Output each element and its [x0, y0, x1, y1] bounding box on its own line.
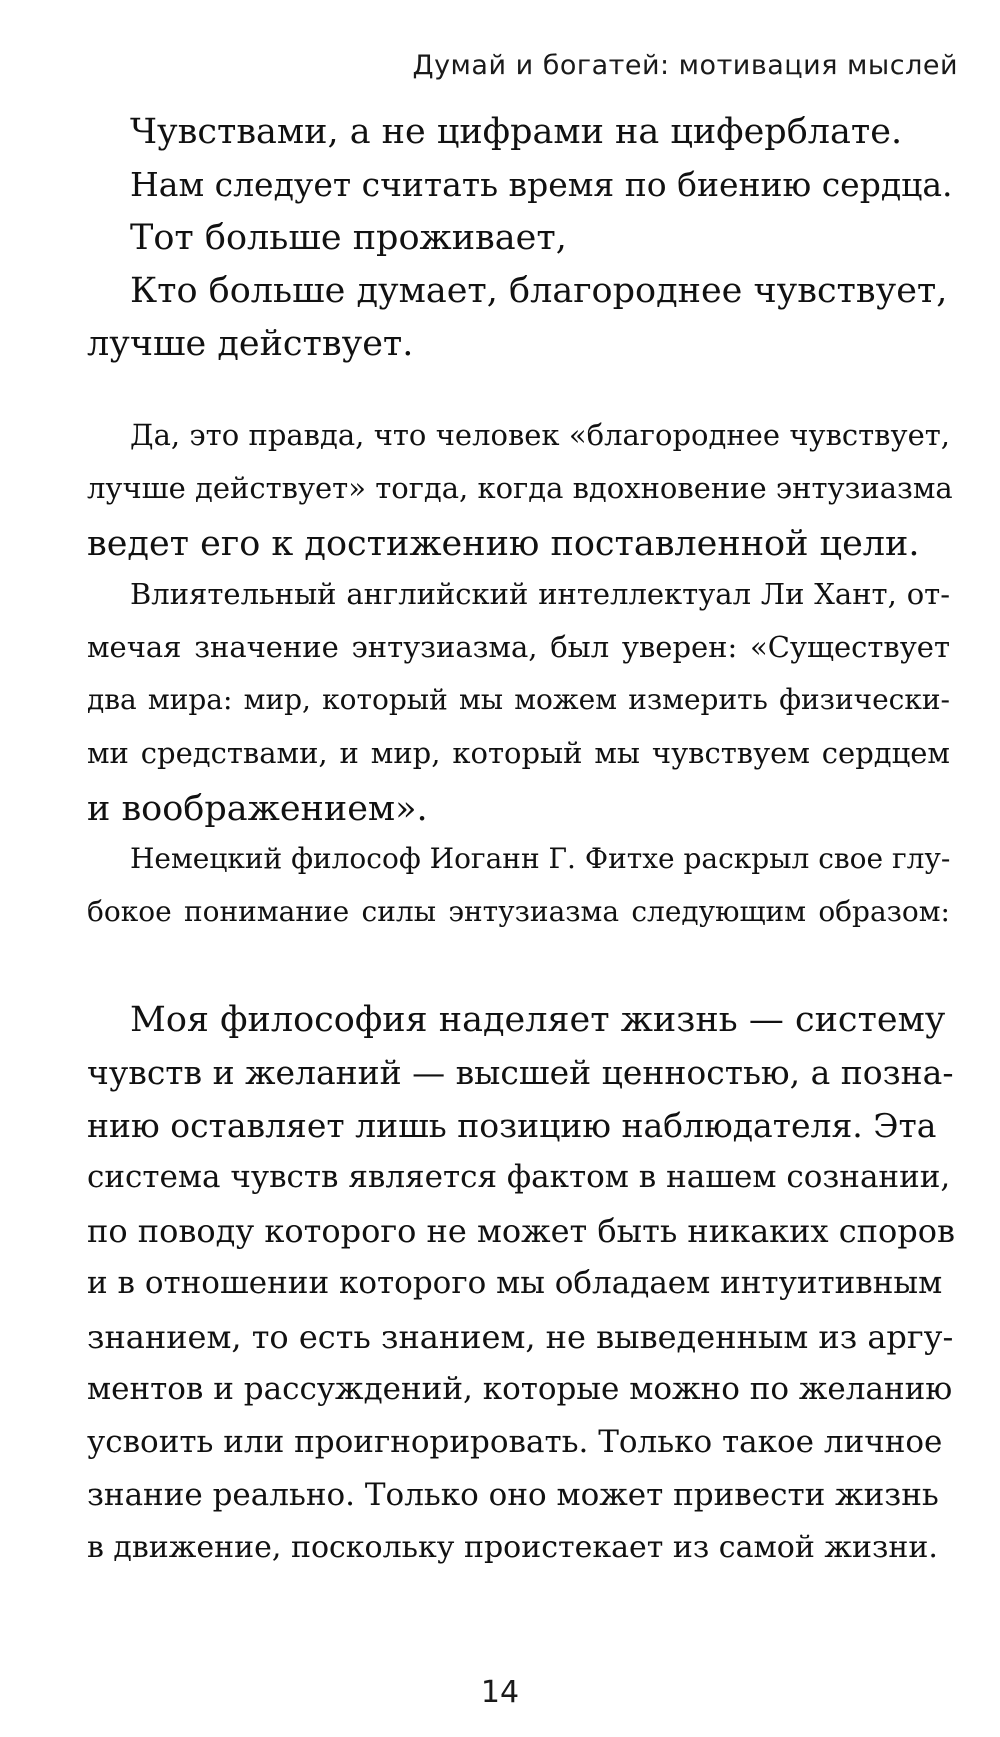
quote-line: усвоить или проигнорировать. Только такое личное: [87, 1424, 943, 1460]
quote-line: знанием, то есть знанием, не выведенным из аргу-: [87, 1318, 954, 1356]
quote-line: знание реально. Только оно может привести жизнь: [87, 1477, 939, 1513]
page-number: 14: [480, 1675, 520, 1710]
quote-line: и в отношении которого мы обладаем интуитивным: [87, 1265, 943, 1301]
poem-line: Чувствами, а не цифрами на циферблате.: [130, 112, 903, 152]
paragraph-line: бокое понимание силы энтузиазма следующим образом:: [87, 895, 950, 928]
poem-line: лучше действует.: [87, 324, 414, 364]
quote-line: нию оставляет лишь позицию наблюдателя. Эта: [87, 1106, 937, 1145]
paragraph-line: лучше действует» тогда, когда вдохновение энтузиазма: [87, 471, 953, 505]
paragraph-line: мечая значение энтузиазма, был уверен: «Существует: [87, 630, 950, 664]
quote-line: в движение, поскольку проистекает из самой жизни.: [87, 1530, 938, 1565]
quote-line: по поводу которого не может быть никаких споров: [87, 1212, 955, 1250]
paragraph-line: ведет его к достижению поставленной цели.: [87, 524, 920, 564]
paragraph-line: Влиятельный английский интеллектуал Ли Хант, от-: [130, 577, 950, 611]
poem-line: Нам следует считать время по биению сердца.: [130, 165, 953, 204]
running-header: Думай и богатей: мотивация мыслей: [412, 50, 958, 81]
poem-line: Тот больше проживает,: [130, 218, 567, 258]
paragraph-line: и воображением».: [87, 789, 428, 829]
poem-line: Кто больше думает, благороднее чувствует,: [130, 271, 948, 311]
quote-line: чувств и желаний — высшей ценностью, а позна-: [87, 1053, 954, 1092]
quote-line: система чувств является фактом в нашем сознании,: [87, 1159, 951, 1195]
paragraph-line: Немецкий философ Иоганн Г. Фитхе раскрыл свое глу-: [130, 842, 951, 875]
paragraph-line: ми средствами, и мир, который мы чувствуем сердцем: [87, 736, 950, 770]
paragraph-line: Да, это правда, что человек «благороднее чувствует,: [130, 418, 950, 452]
paragraph-line: два мира: мир, который мы можем измерить физически-: [87, 683, 950, 716]
quote-line: ментов и рассуждений, которые можно по желанию: [87, 1371, 953, 1407]
quote-line: Моя философия наделяет жизнь — систему: [130, 1000, 946, 1040]
